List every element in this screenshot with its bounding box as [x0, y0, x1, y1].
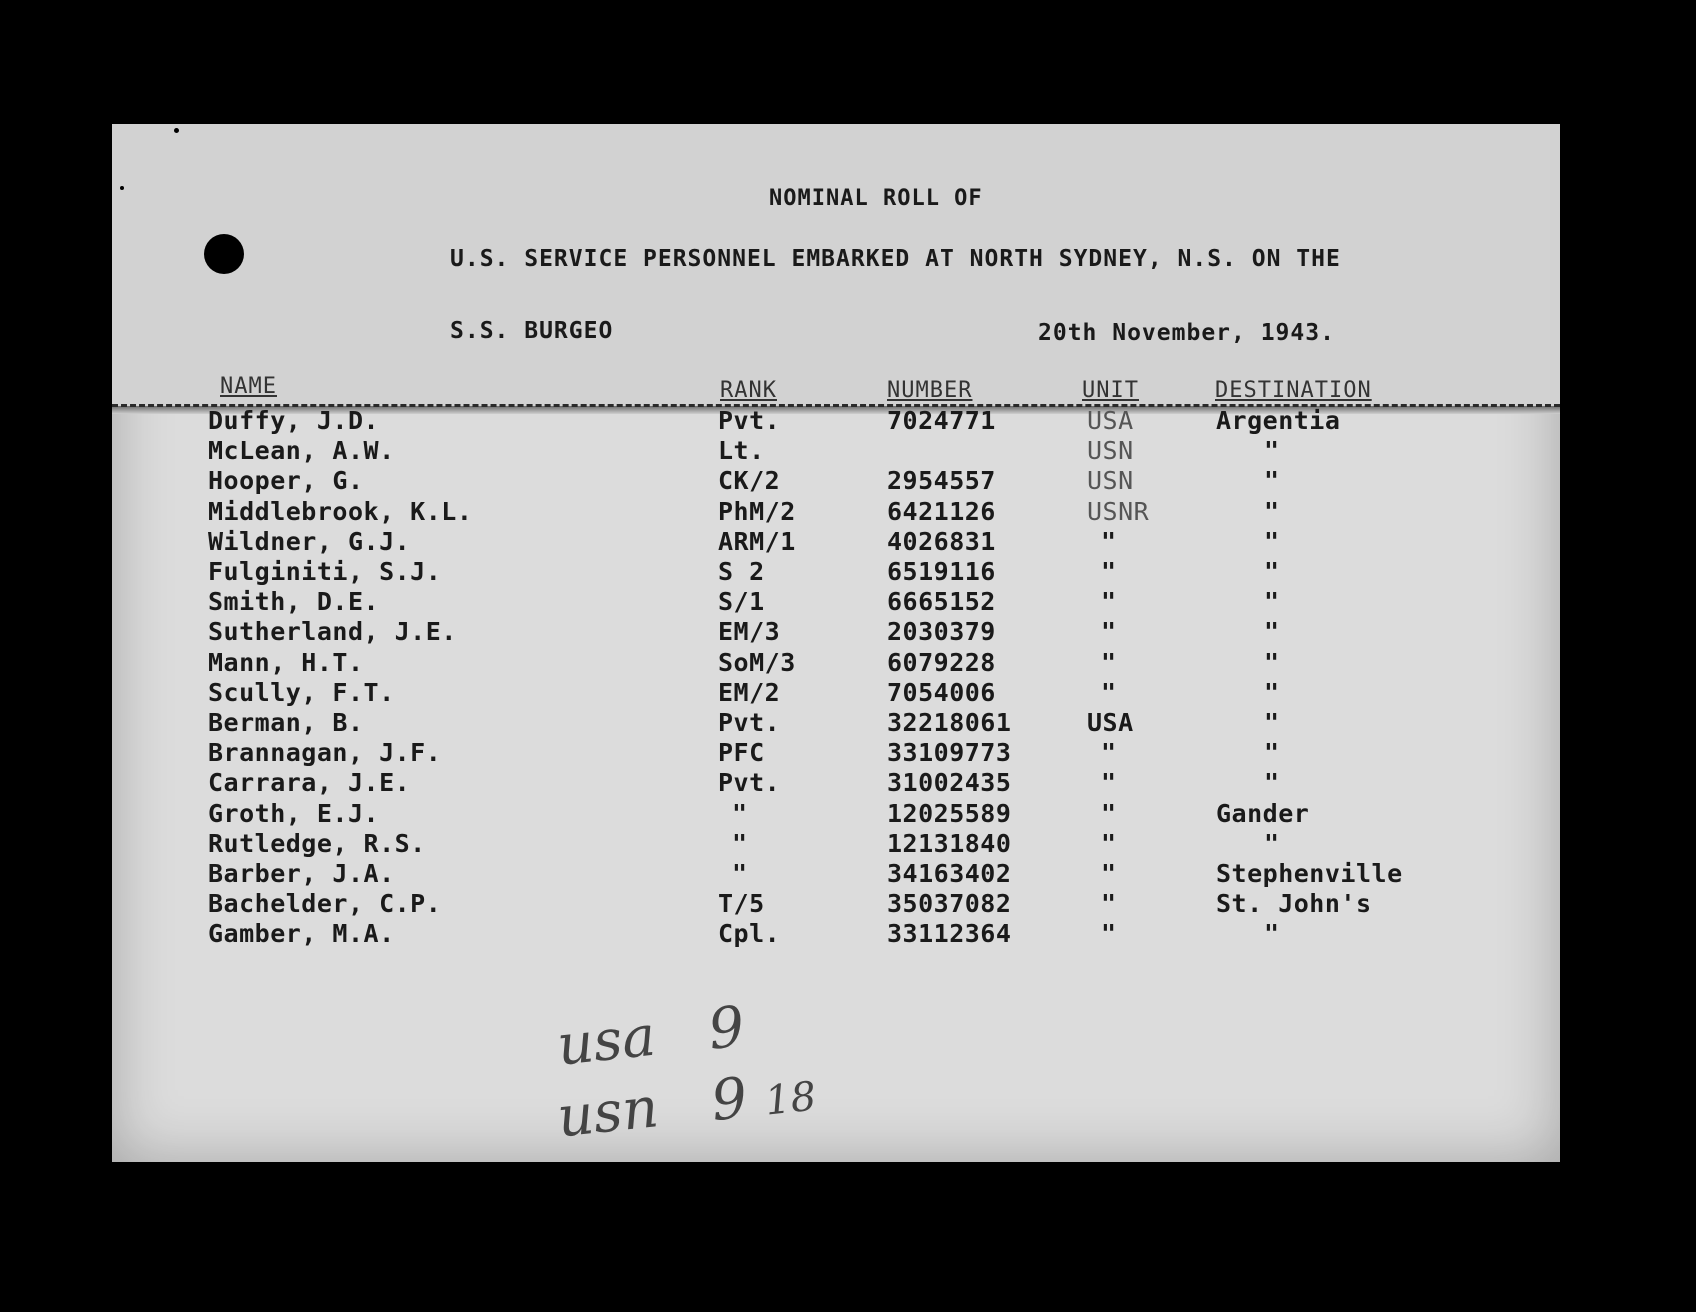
column-header-rank: RANK: [720, 378, 777, 403]
cell-name: Gamber, M.A.: [208, 919, 395, 949]
cell-number: 7054006: [887, 677, 996, 707]
cell-rank: Lt.: [718, 436, 765, 466]
cell-name: Brannagan, J.F.: [208, 738, 442, 768]
cell-destination: ": [1264, 708, 1280, 737]
cell-unit: ": [1101, 859, 1117, 888]
cell-name: Fulginiti, S.J.: [208, 557, 442, 586]
cell-number: 31002435: [887, 768, 1012, 798]
cell-unit: USN: [1087, 436, 1134, 466]
cell-destination: ": [1264, 436, 1280, 466]
column-header-number: NUMBER: [887, 378, 973, 403]
cell-rank: SoM/3: [718, 647, 796, 677]
nominal-roll-card: [112, 124, 1560, 1162]
document-subtitle: U.S. SERVICE PERSONNEL EMBARKED AT NORTH SYDNEY, N.S. ON THE: [450, 246, 1341, 272]
cell-destination: ": [1264, 919, 1280, 949]
cell-destination: ": [1264, 466, 1280, 496]
cell-rank: EM/2: [718, 677, 781, 707]
cell-name: Rutledge, R.S.: [208, 828, 426, 858]
cell-name: Mann, H.T.: [208, 647, 364, 677]
cell-name: Bachelder, C.P.: [208, 889, 442, 919]
cell-unit: ": [1101, 889, 1117, 919]
handwritten-count: 9: [708, 1065, 751, 1135]
cell-unit: USA: [1087, 406, 1134, 435]
cell-rank: Pvt.: [718, 708, 781, 737]
cell-rank: ARM/1: [718, 526, 796, 556]
cell-number: 12131840: [887, 828, 1012, 858]
cell-unit: ": [1101, 587, 1117, 617]
cell-destination: ": [1264, 768, 1280, 798]
speck: [174, 128, 179, 133]
cell-destination: St. John's: [1216, 889, 1372, 919]
cell-rank: ": [732, 798, 748, 828]
cell-rank: S/1: [718, 587, 765, 617]
cell-name: Groth, E.J.: [208, 798, 380, 828]
cell-destination: ": [1264, 496, 1280, 526]
cell-destination: ": [1264, 526, 1280, 556]
cell-number: 32218061: [887, 708, 1012, 737]
cell-number: 2954557: [887, 466, 996, 496]
cell-destination: Gander: [1216, 798, 1310, 828]
cell-destination: ": [1264, 617, 1280, 647]
cell-destination: Argentia: [1216, 406, 1341, 435]
cell-rank: Pvt.: [718, 768, 781, 798]
cell-unit: USA: [1087, 708, 1134, 737]
cell-number: 4026831: [887, 526, 996, 556]
cell-number: 6519116: [887, 557, 996, 586]
cell-destination: ": [1264, 828, 1280, 858]
cell-number: 2030379: [887, 617, 996, 647]
handwritten-label: usn: [554, 1075, 662, 1151]
cell-number: 6665152: [887, 587, 996, 617]
cell-rank: S 2: [718, 557, 765, 586]
handwritten-count: 9: [705, 994, 748, 1063]
cell-rank: PhM/2: [718, 496, 796, 526]
cell-name: Barber, J.A.: [208, 859, 395, 888]
cell-unit: ": [1101, 526, 1117, 556]
cell-unit: ": [1101, 647, 1117, 677]
cell-number: 6421126: [887, 496, 996, 526]
cell-unit: ": [1101, 919, 1117, 949]
cell-unit: ": [1101, 768, 1117, 798]
handwritten-note-line-1: [554, 994, 747, 1078]
cell-unit: ": [1101, 738, 1117, 768]
cell-name: Berman, B.: [208, 708, 364, 737]
cell-name: Middlebrook, K.L.: [208, 496, 473, 526]
cell-unit: ": [1101, 557, 1117, 586]
cell-rank: EM/3: [718, 617, 781, 647]
cell-name: Duffy, J.D.: [208, 406, 380, 435]
handwritten-total: 18: [762, 1073, 819, 1125]
document-date: 20th November, 1943.: [1038, 320, 1335, 346]
cell-name: Wildner, G.J.: [208, 526, 411, 556]
cell-unit: ": [1101, 828, 1117, 858]
cell-destination: ": [1264, 738, 1280, 768]
cell-number: 6079228: [887, 647, 996, 677]
ship-name: S.S. BURGEO: [450, 318, 614, 344]
cell-number: 12025589: [887, 798, 1012, 828]
cell-rank: CK/2: [718, 466, 781, 496]
cell-number: 34163402: [887, 859, 1012, 888]
cell-rank: Pvt.: [718, 406, 781, 435]
cell-unit: ": [1101, 617, 1117, 647]
cell-name: Sutherland, J.E.: [208, 617, 457, 647]
cell-destination: Stephenville: [1216, 859, 1403, 888]
speck: [120, 186, 124, 190]
cell-number: 33109773: [887, 738, 1012, 768]
column-header-unit: UNIT: [1082, 378, 1139, 403]
cell-destination: ": [1264, 677, 1280, 707]
cell-destination: ": [1264, 647, 1280, 677]
cell-unit: ": [1101, 798, 1117, 828]
cell-name: Carrara, J.E.: [208, 768, 411, 798]
cell-unit: ": [1101, 677, 1117, 707]
cell-name: Scully, F.T.: [208, 677, 395, 707]
document-title: NOMINAL ROLL OF: [769, 186, 983, 211]
cell-name: Hooper, G.: [208, 466, 364, 496]
cell-rank: ": [732, 828, 748, 858]
column-header-destination: DESTINATION: [1215, 378, 1372, 403]
cell-number: 33112364: [887, 919, 1012, 949]
cell-number: 7024771: [887, 406, 996, 435]
cell-rank: Cpl.: [718, 919, 781, 949]
cell-name: McLean, A.W.: [208, 436, 395, 466]
cell-number: 35037082: [887, 889, 1012, 919]
cell-rank: ": [732, 859, 748, 888]
cell-destination: ": [1264, 557, 1280, 586]
cell-rank: PFC: [718, 738, 765, 768]
column-header-name: NAME: [220, 374, 277, 399]
cell-rank: T/5: [718, 889, 765, 919]
cell-unit: USNR: [1087, 496, 1150, 526]
cell-destination: ": [1264, 587, 1280, 617]
cell-name: Smith, D.E.: [208, 587, 380, 617]
punch-hole: [204, 234, 244, 274]
handwritten-label: usa: [554, 1003, 659, 1079]
cell-unit: USN: [1087, 466, 1134, 496]
